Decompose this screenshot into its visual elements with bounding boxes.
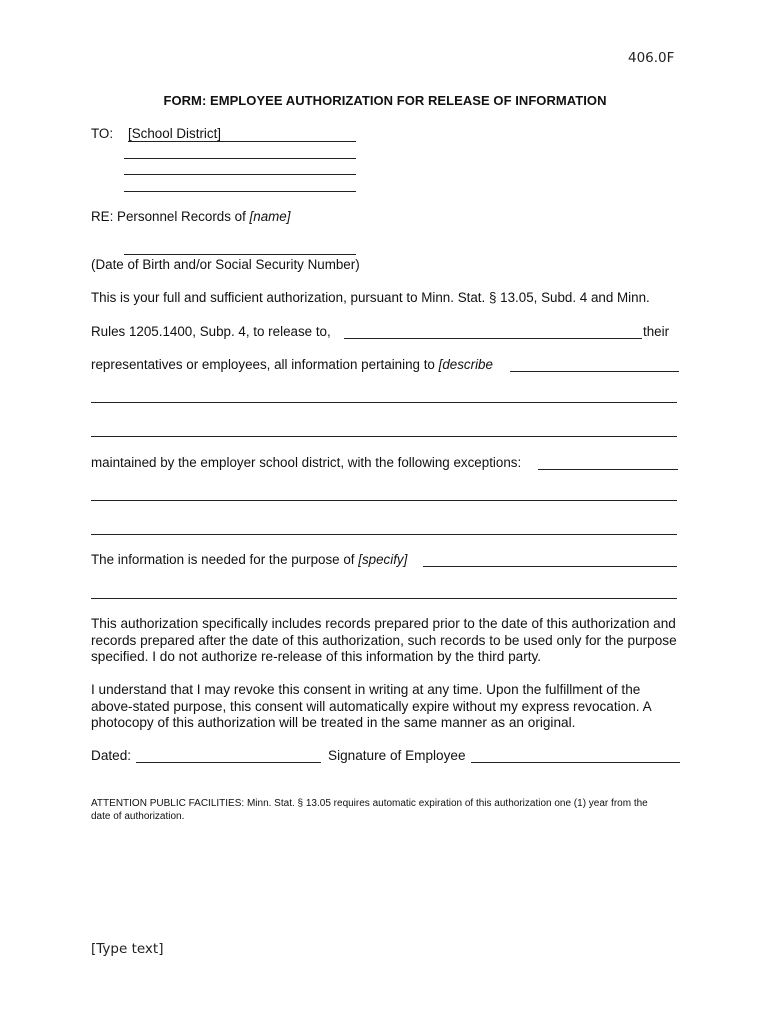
re-line (91, 209, 290, 225)
describe-placeholder: [describe (438, 357, 493, 372)
dated-label: Dated: (91, 748, 132, 763)
authorization-line-2 (91, 324, 331, 340)
attention-notice: ATTENTION PUBLIC FACILITIES: Minn. Stat. § 13.05 requires automatic expiration of this authorization one (1) year from the date of authorization. (91, 798, 648, 822)
form-title: FORM: EMPLOYEE AUTHORIZATION FOR RELEASE OF INFORMATION (163, 93, 607, 108)
release-to-line[interactable] (344, 338, 642, 339)
purpose-prefix: The information is needed for the purpose of (91, 552, 359, 567)
to-label: TO: (91, 126, 114, 141)
school-district-underline[interactable] (128, 141, 356, 142)
describe-line-1[interactable] (510, 371, 679, 372)
footer-text: [Type text] (91, 941, 164, 957)
address-line-3[interactable] (124, 191, 356, 192)
exceptions-line-3[interactable] (91, 534, 677, 535)
address-line-2[interactable] (124, 174, 356, 175)
signature-label: Signature of Employee (328, 748, 466, 763)
specify-placeholder: [specify] (358, 552, 408, 567)
address-line-1[interactable] (124, 158, 356, 159)
describe-line-3[interactable] (91, 436, 677, 437)
authorization-line-1: This is your full and sufficient authorization, pursuant to Minn. Stat. § 13.05, Subd. 4 and Minn. (91, 290, 650, 305)
dated-line[interactable] (136, 762, 321, 763)
records-paragraph: This authorization specifically includes records prepared prior to the date of this authorization and records prepared after the date of this authorization, such records to be used only for the purpose specified. I do not authorize re-release of this information by the third party. (91, 616, 677, 664)
name-placeholder: [name] (249, 209, 291, 224)
purpose-line-2[interactable] (91, 598, 677, 599)
dob-ssn-line[interactable] (124, 254, 356, 255)
revoke-paragraph: I understand that I may revoke this consent in writing at any time. Upon the fulfillment of the above-stated purpose, this consent will automatically expire without my express revocation. A photocopy of this authorization will be treated in the same manner as an original. (91, 682, 651, 730)
release-to-prefix: Rules 1205.1400, Subp. 4, to release to, (91, 324, 331, 339)
form-number: 406.0F (628, 50, 675, 66)
school-district-placeholder: [School District] (128, 126, 222, 141)
purpose-line-1[interactable] (423, 566, 677, 567)
pertaining-prefix: representatives or employees, all information pertaining to (91, 357, 439, 372)
exceptions-line-1[interactable] (538, 469, 678, 470)
exceptions-line-2[interactable] (91, 500, 677, 501)
re-prefix: RE: Personnel Records of (91, 209, 250, 224)
authorization-line-5 (91, 552, 407, 568)
dob-ssn-caption: (Date of Birth and/or Social Security Number) (91, 257, 360, 272)
describe-line-2[interactable] (91, 402, 677, 403)
authorization-line-4: maintained by the employer school district, with the following exceptions: (91, 455, 522, 470)
signature-line[interactable] (471, 762, 680, 763)
authorization-line-3 (91, 357, 493, 373)
release-to-suffix: their (643, 324, 670, 339)
